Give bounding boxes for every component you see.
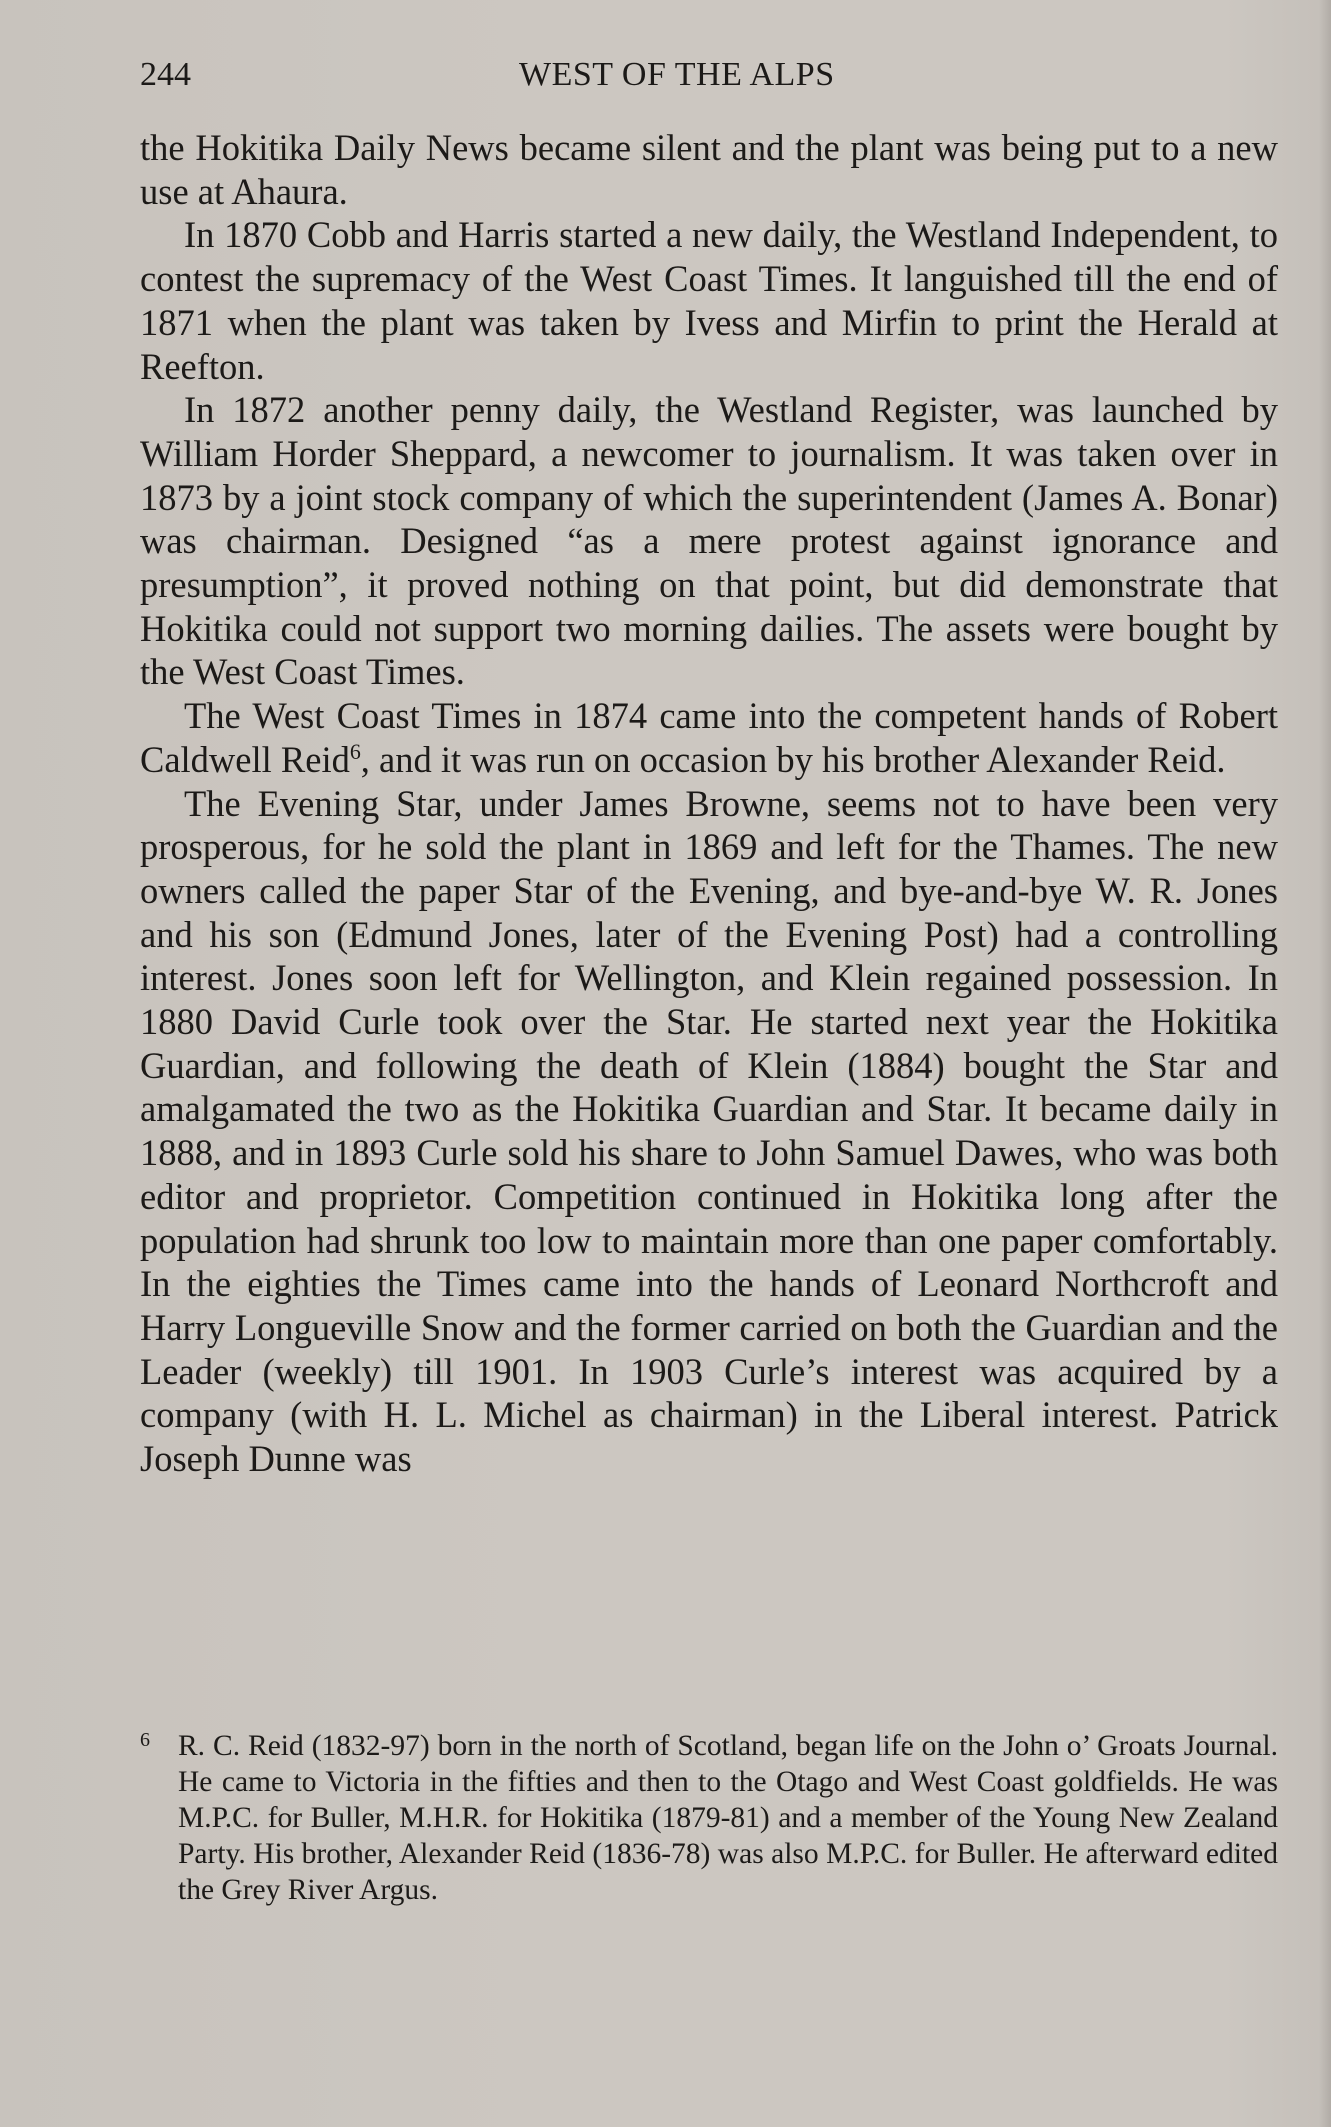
paragraph-text-after-ref: , and it was run on occasion by his brother Alexander Reid. — [360, 738, 1226, 780]
paragraph-text-before-ref: The West Coast Times in 1874 came into the competent hands of Robert Caldwell Reid — [140, 695, 1278, 780]
page-edge-shadow — [1319, 0, 1331, 2127]
body-text — [140, 126, 1278, 1481]
running-title: WEST OF THE ALPS — [519, 56, 835, 93]
paragraph-evening-star: The Evening Star, under James Browne, seems not to have been very prosperous, for he sold the plant in 1869 and left for the Thames. The new owners called the paper Star of the Evening, and bye-and-bye W. R. Jones and his son (Edmund Jones, later of the Evening Post) had a controlling interest. Jones soon left for Wellington, and Klein regained possession. In 1880 David Curle took over the Star. He started next year the Hokitika Guardian, and following the death of Klein (1884) bought the Star and amalgamated the two as the Hokitika Guardian and Star. It became daily in 1888, and in 1893 Curle sold his share to John Samuel Dawes, who was both editor and proprietor. Competition continued in Hokitika long after the population had shrunk too low to maintain more than one paper comfortably. In the eighties the Times came into the hands of Leonard Northcroft and Harry Longueville Snow and the former carried on both the Guardian and the Leader (weekly) till 1901. In 1903 Curle’s interest was acquired by a company (with H. L. Michel as chairman) in the Liberal interest. Patrick Joseph Dunne was — [140, 782, 1278, 1480]
footnote-paragraph: 6 R. C. Reid (1832-97) born in the north of Scotland, began life on the John o’ Groats Journal. He came to Victoria in the fifties and then to the Otago and West Coast goldfields. He was M.P.C. for Buller, M.H.R. for Hokitika (1879-81) and a member of the Young New Zealand Party. His brother, Alexander Reid (1836-78) was also M.P.C. for Buller. He afterward edited the Grey River Argus. — [140, 1729, 1278, 1906]
footnote-text: R. C. Reid (1832-97) born in the north of Scotland, began life on the John o’ Groats Journal. He came to Victoria in the fifties and then to the Otago and West Coast goldfields. He was M.P.C. for Buller, M.H.R. for Hokitika (1879-81) and a member of the Young New Zealand Party. His brother, Alexander Reid (1836-78) was also M.P.C. for Buller. He afterward edited the Grey River Argus. — [178, 1730, 1278, 1906]
footnote-reference: 6 — [349, 738, 361, 764]
paragraph-continuation: the Hokitika Daily News became silent and the plant was being put to a new use at Ahaura. — [140, 127, 1278, 212]
page-number: 244 — [140, 56, 191, 93]
paragraph-westland-register: In 1872 another penny daily, the Westland Register, was launched by William Horder Sheppard, a newcomer to journalism. It was taken over in 1873 by a joint stock company of which the superintendent (James A. Bonar) was chairman. Designed “as a mere protest against ignorance and presumption”, it proved nothing on that point, but did demonstrate that Hokitika could not support two morning dailies. The assets were bought by the West Coast Times. — [140, 389, 1278, 693]
footnote — [140, 1728, 1278, 1908]
paragraph-westland-independent: In 1870 Cobb and Harris started a new daily, the Westland Independent, to contest the supremacy of the West Coast Times. It languished till the end of 1871 when the plant was taken by Ivess and Mirfin to print the Herald at Reefton. — [140, 214, 1278, 387]
paragraph-west-coast-times — [140, 694, 1278, 781]
running-header — [140, 52, 1278, 98]
